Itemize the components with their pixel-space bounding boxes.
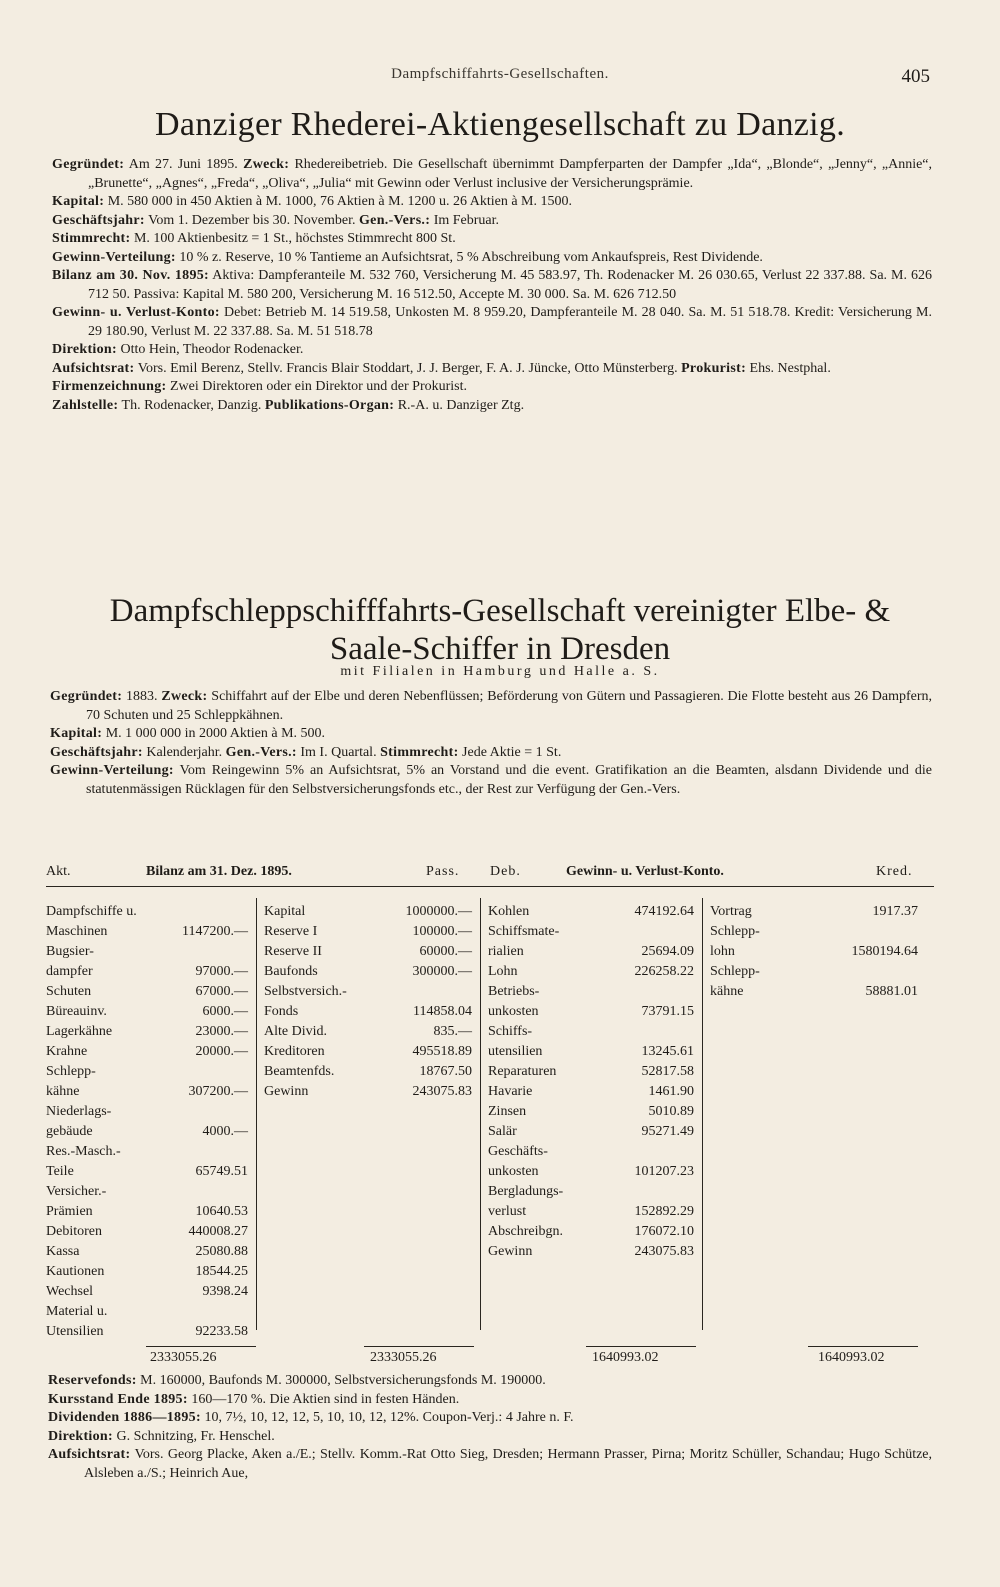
row-label: Gewinn bbox=[264, 1084, 309, 1099]
company2-title-line2: Saale-Schiffer in Dresden bbox=[329, 631, 671, 667]
entry-text: M. 580 000 in 450 Aktien à M. 1000, 76 Aktien à M. 1200 u. 26 Aktien à M. 1500. bbox=[107, 194, 573, 209]
entry-text: Debet: Betrieb M. 14 519.58, Unkosten M. 8 959.20, Dampferanteile M. 28 040. Sa. M. 51 518.78. Kredit: Versicherung M. 29 180.90, Verlust M. 22 337.88. Sa. M. 51 518.78 bbox=[88, 305, 932, 339]
row-label: Salär bbox=[488, 1124, 517, 1139]
entry-label: Zweck: bbox=[161, 689, 208, 704]
entry-text: M. 1 000 000 in 2000 Aktien à M. 500. bbox=[105, 726, 326, 741]
entry-label: Gen.-Vers.: bbox=[358, 212, 431, 228]
row-label: utensilien bbox=[488, 1044, 543, 1059]
balance-table bbox=[46, 890, 934, 1339]
row-label: gebäude bbox=[46, 1124, 93, 1139]
row-label: Versicher.- bbox=[46, 1184, 107, 1199]
row-label: Schuten bbox=[46, 984, 92, 999]
table-row bbox=[46, 1102, 248, 1122]
entry-text: Th. Rodenacker, Danzig. bbox=[121, 397, 262, 413]
running-head-title: Dampfschiffahrts-Gesellschaften. bbox=[391, 66, 609, 82]
table-row bbox=[46, 1162, 248, 1182]
table-row bbox=[46, 1122, 248, 1142]
row-value: 474192.64 bbox=[634, 904, 694, 919]
row-label: Vortrag bbox=[710, 904, 752, 919]
table-row bbox=[46, 982, 248, 1002]
row-label: Schlepp- bbox=[46, 1064, 96, 1079]
table-row bbox=[46, 1282, 248, 1302]
kredit-column bbox=[710, 902, 918, 1002]
row-value: 1917.37 bbox=[872, 904, 918, 919]
row-value: 152892.29 bbox=[634, 1204, 694, 1219]
entry-text: M. 100 Aktienbesitz = 1 St., höchstes Stimmrecht 800 St. bbox=[133, 231, 456, 246]
table-row bbox=[46, 1062, 248, 1082]
row-label: Abschreibgn. bbox=[488, 1224, 564, 1239]
table-row bbox=[46, 922, 248, 942]
row-label: Kohlen bbox=[488, 904, 530, 919]
row-label: Lohn bbox=[488, 964, 518, 979]
row-value: 25694.09 bbox=[641, 944, 694, 959]
table-row bbox=[488, 902, 694, 922]
row-value: 300000.— bbox=[412, 964, 472, 979]
company1-title: Danziger Rhederei-Aktiengesellschaft zu Danzig. bbox=[154, 106, 846, 143]
company2-title-line1: Dampfschleppschifffahrts-Gesellschaft vereinigter Elbe- & bbox=[109, 593, 891, 629]
entry-label: Geschäftsjahr: bbox=[52, 212, 145, 228]
row-value: 10640.53 bbox=[195, 1204, 248, 1219]
row-value: 97000.— bbox=[195, 964, 248, 979]
entry bbox=[52, 397, 932, 416]
entry-label: Gegründet: bbox=[50, 689, 123, 704]
table-row bbox=[488, 1002, 694, 1022]
row-label: Bugsier- bbox=[46, 944, 94, 959]
row-value: 23000.— bbox=[195, 1024, 248, 1039]
row-value: 440008.27 bbox=[188, 1224, 248, 1239]
entry-text: Kalenderjahr. bbox=[146, 744, 223, 760]
row-value: 67000.— bbox=[195, 984, 248, 999]
entry-text: G. Schnitzing, Fr. Henschel. bbox=[116, 1428, 275, 1444]
entry bbox=[52, 249, 932, 268]
header-kred: Kred. bbox=[876, 864, 913, 879]
entry bbox=[52, 304, 932, 341]
table-row bbox=[46, 1142, 248, 1162]
table-row bbox=[488, 1242, 694, 1262]
debet-column bbox=[488, 902, 694, 1262]
entry-text: Vom Reingewinn 5% an Aufsichtsrat, 5% an Vorstand und die event. Gratifikation an die Beamten, alsdann Dividende und die statutenmässigen Rücklagen für den Selbstversicherungsfonds etc., der Rest zur Verfügung der Gen.-Vers. bbox=[86, 763, 932, 797]
row-label: Material u. bbox=[46, 1304, 108, 1319]
table-row bbox=[264, 962, 472, 982]
entry-label: Stimmrecht: bbox=[380, 744, 459, 760]
entry bbox=[52, 341, 932, 360]
entry-text: Am 27. Juni 1895. bbox=[128, 157, 238, 172]
row-value: 9398.24 bbox=[202, 1284, 248, 1299]
row-label: Kapital bbox=[264, 904, 306, 919]
sum-line bbox=[586, 1346, 696, 1347]
entry-label: Gewinn- u. Verlust-Konto: bbox=[52, 305, 220, 320]
row-label: dampfer bbox=[46, 964, 93, 979]
sum-line bbox=[146, 1346, 256, 1347]
table-row bbox=[46, 902, 248, 922]
row-label: Krahne bbox=[46, 1044, 88, 1059]
table-row bbox=[46, 1222, 248, 1242]
table-row bbox=[264, 942, 472, 962]
entry-text: Otto Hein, Theodor Rodenacker. bbox=[120, 342, 304, 357]
table-row bbox=[710, 942, 918, 962]
table-row bbox=[264, 1022, 472, 1042]
table-row bbox=[710, 982, 918, 1002]
entry-text: 10 % z. Reserve, 10 % Tantieme an Aufsichtsrat, 5 % Abschreibung vom Ankaufspreis, Rest Dividende. bbox=[179, 249, 763, 265]
entry-text: 160—170 %. Die Aktien sind in festen Händen. bbox=[191, 1391, 460, 1407]
entry-label: Publikations-Organ: bbox=[264, 397, 395, 413]
entry-text: Vom 1. Dezember bis 30. November. bbox=[148, 212, 356, 228]
row-value: 495518.89 bbox=[412, 1044, 472, 1059]
row-value: 13245.61 bbox=[641, 1044, 694, 1059]
table-row bbox=[488, 1082, 694, 1102]
table-row bbox=[710, 962, 918, 982]
table-row bbox=[488, 1062, 694, 1082]
row-label: Bergladungs- bbox=[488, 1184, 564, 1199]
row-label: Kautionen bbox=[46, 1264, 105, 1279]
table-row bbox=[46, 1262, 248, 1282]
entry bbox=[52, 156, 932, 193]
entry-label: Reservefonds: bbox=[48, 1373, 137, 1388]
entry-text: Ehs. Nestphal. bbox=[749, 360, 831, 376]
table-row bbox=[488, 1022, 694, 1042]
table-row bbox=[488, 942, 694, 962]
entry bbox=[48, 1391, 932, 1410]
row-value: 307200.— bbox=[188, 1084, 248, 1099]
sum-line bbox=[364, 1346, 474, 1347]
company2-subtitle: mit Filialen in Hamburg und Halle a. S. bbox=[340, 664, 660, 679]
total-aktiva: 2333055.26 bbox=[150, 1350, 217, 1365]
row-value: 1147200.— bbox=[182, 924, 248, 939]
row-value: 20000.— bbox=[195, 1044, 248, 1059]
row-label: Dampfschiffe u. bbox=[46, 904, 137, 919]
row-label: Prämien bbox=[46, 1204, 93, 1219]
entry-label: Direktion: bbox=[48, 1428, 113, 1444]
row-value: 92233.58 bbox=[195, 1324, 248, 1339]
row-label: kähne bbox=[46, 1084, 80, 1099]
entry-label: Kursstand Ende 1895: bbox=[48, 1391, 188, 1407]
table-row bbox=[264, 982, 472, 1002]
entry bbox=[48, 1446, 932, 1483]
entry-text: Rhedereibetrieb. Die Gesellschaft übernimmt Dampferparten der Dampfer „Ida“, „Blonde“, „Jenny“, „Annie“, „Brunette“, „Agnes“, „Freda“, „Oliva“, „Julia“ mit Gewinn oder Verlust inclusive der Versicherungsprämie. bbox=[88, 157, 933, 191]
row-value: 6000.— bbox=[202, 1004, 248, 1019]
row-label: Kassa bbox=[46, 1244, 80, 1259]
entry-label: Zweck: bbox=[243, 157, 290, 172]
header-bilanz: Bilanz am 31. Dez. 1895. bbox=[146, 864, 292, 879]
table-row bbox=[46, 1082, 248, 1102]
header-akt: Akt. bbox=[46, 864, 71, 879]
entry-label: Kapital: bbox=[50, 726, 103, 741]
entry-label: Direktion: bbox=[52, 342, 117, 357]
total-passiva: 2333055.26 bbox=[370, 1350, 437, 1365]
row-value: 73791.15 bbox=[641, 1004, 694, 1019]
row-label: Beamtenfds. bbox=[264, 1064, 335, 1079]
row-label: Wechsel bbox=[46, 1284, 94, 1299]
table-row bbox=[46, 1202, 248, 1222]
row-label: verlust bbox=[488, 1204, 527, 1219]
entry bbox=[52, 230, 932, 249]
entry-text: R.-A. u. Danziger Ztg. bbox=[397, 397, 525, 413]
row-label: Alte Divid. bbox=[264, 1024, 327, 1039]
row-value: 95271.49 bbox=[641, 1124, 694, 1139]
row-label: Selbstversich.- bbox=[264, 984, 347, 999]
entry-text: Im Februar. bbox=[433, 212, 500, 228]
company2-entries-after bbox=[48, 1372, 932, 1483]
entry-label: Gewinn-Verteilung: bbox=[52, 249, 176, 265]
row-label: Niederlags- bbox=[46, 1104, 112, 1119]
table-row bbox=[488, 1202, 694, 1222]
row-value: 25080.88 bbox=[195, 1244, 248, 1259]
table-row bbox=[264, 1082, 472, 1102]
balance-totals bbox=[46, 1350, 934, 1374]
row-value: 65749.51 bbox=[195, 1164, 248, 1179]
table-row bbox=[46, 1042, 248, 1062]
row-label: unkosten bbox=[488, 1164, 539, 1179]
entry-label: Gegründet: bbox=[52, 157, 125, 172]
row-value: 5010.89 bbox=[648, 1104, 694, 1119]
entry-text: 1883. bbox=[126, 689, 158, 704]
entry-label: Aufsichtsrat: bbox=[48, 1447, 131, 1462]
entry-label: Stimmrecht: bbox=[52, 231, 131, 246]
row-value: 176072.10 bbox=[634, 1224, 694, 1239]
entry-label: Bilanz am 30. Nov. 1895: bbox=[52, 268, 210, 283]
row-value: 226258.22 bbox=[634, 964, 694, 979]
table-row bbox=[488, 1142, 694, 1162]
table-row bbox=[710, 922, 918, 942]
row-label: Havarie bbox=[488, 1084, 533, 1099]
entry-label: Dividenden 1886—1895: bbox=[48, 1410, 201, 1425]
entry bbox=[48, 1428, 932, 1447]
entry-label: Prokurist: bbox=[681, 360, 747, 376]
entry-label: Gen.-Vers.: bbox=[225, 744, 297, 760]
row-value: 60000.— bbox=[419, 944, 472, 959]
row-value: 100000.— bbox=[412, 924, 472, 939]
row-label: Maschinen bbox=[46, 924, 108, 939]
row-value: 1580194.64 bbox=[851, 944, 918, 959]
row-label: Reserve II bbox=[264, 944, 322, 959]
company2-entries bbox=[50, 688, 932, 799]
sum-line bbox=[808, 1346, 918, 1347]
entry bbox=[48, 1409, 932, 1428]
row-value: 243075.83 bbox=[412, 1084, 472, 1099]
row-value: 18544.25 bbox=[195, 1264, 248, 1279]
page-number: 405 bbox=[901, 66, 930, 87]
total-debet: 1640993.02 bbox=[592, 1350, 659, 1365]
entry bbox=[48, 1372, 932, 1391]
row-value: 243075.83 bbox=[634, 1244, 694, 1259]
entry bbox=[50, 725, 932, 744]
table-row bbox=[488, 1042, 694, 1062]
running-head bbox=[0, 66, 1000, 90]
row-label: kähne bbox=[710, 984, 744, 999]
row-value: 18767.50 bbox=[419, 1064, 472, 1079]
row-label: Kreditoren bbox=[264, 1044, 325, 1059]
row-label: Geschäfts- bbox=[488, 1144, 548, 1159]
row-label: Lagerkähne bbox=[46, 1024, 113, 1039]
row-value: 101207.23 bbox=[634, 1164, 694, 1179]
company2-title bbox=[0, 592, 1000, 668]
row-label: Schiffsmate- bbox=[488, 924, 560, 939]
table-row bbox=[488, 1222, 694, 1242]
entry-text: 10, 7½, 10, 12, 12, 5, 10, 10, 12, 12%. Coupon-Verj.: 4 Jahre n. F. bbox=[204, 1410, 574, 1425]
entry-label: Zahlstelle: bbox=[52, 397, 119, 413]
entry bbox=[50, 762, 932, 799]
entry bbox=[52, 267, 932, 304]
table-row bbox=[264, 922, 472, 942]
table-row bbox=[710, 902, 918, 922]
entry bbox=[52, 193, 932, 212]
row-label: unkosten bbox=[488, 1004, 539, 1019]
table-row bbox=[46, 1182, 248, 1202]
table-row bbox=[488, 1162, 694, 1182]
table-row bbox=[264, 1062, 472, 1082]
header-deb: Deb. bbox=[490, 864, 521, 879]
table-row bbox=[488, 1182, 694, 1202]
column-divider-main bbox=[480, 898, 481, 1330]
row-label: rialien bbox=[488, 944, 524, 959]
table-row bbox=[264, 902, 472, 922]
row-label: Schlepp- bbox=[710, 924, 760, 939]
entry-text: Aktiva: Dampferanteile M. 532 760, Versicherung M. 45 583.97, Th. Rodenacker M. 26 030.65, Verlust 22 337.88. Sa. M. 626 712 50. Passiva: Kapital M. 580 200, Versicherung M. 16 512.50, Accepte M. 30 000. Sa. M. 626 712.50 bbox=[88, 268, 933, 302]
entry-text: Im I. Quartal. bbox=[300, 744, 377, 760]
passiva-column bbox=[264, 902, 472, 1102]
entry-label: Aufsichtsrat: bbox=[52, 360, 135, 376]
table-row bbox=[488, 982, 694, 1002]
entry-text: Jede Aktie = 1 St. bbox=[462, 744, 562, 760]
row-value: 4000.— bbox=[202, 1124, 248, 1139]
table-row bbox=[488, 1102, 694, 1122]
entry bbox=[52, 360, 932, 379]
entry-label: Firmenzeichnung: bbox=[52, 379, 167, 394]
table-row bbox=[488, 922, 694, 942]
table-row bbox=[46, 1322, 248, 1342]
entry-label: Geschäftsjahr: bbox=[50, 744, 143, 760]
row-label: Zinsen bbox=[488, 1104, 527, 1119]
row-value: 1461.90 bbox=[648, 1084, 694, 1099]
total-kredit: 1640993.02 bbox=[818, 1350, 885, 1365]
entry bbox=[52, 378, 932, 397]
row-value: 52817.58 bbox=[641, 1064, 694, 1079]
row-label: Res.-Masch.- bbox=[46, 1144, 121, 1159]
entry bbox=[50, 744, 932, 763]
row-value: 114858.04 bbox=[413, 1004, 472, 1019]
entry-text: Vors. Georg Placke, Aken a./E.; Stellv. Komm.-Rat Otto Sieg, Dresden; Hermann Prasser, Pirna; Moritz Schüller, Schandau; Hugo Schütze, Alsleben a./S.; Heinrich Aue, bbox=[84, 1447, 933, 1481]
entry-text: Zwei Direktoren oder ein Direktor und der Prokurist. bbox=[169, 379, 467, 394]
row-label: Utensilien bbox=[46, 1324, 104, 1339]
column-divider bbox=[256, 898, 257, 1330]
entry bbox=[50, 688, 932, 725]
header-guv: Gewinn- u. Verlust-Konto. bbox=[566, 864, 724, 879]
table-row bbox=[46, 962, 248, 982]
row-label: Reparaturen bbox=[488, 1064, 557, 1079]
row-label: lohn bbox=[710, 944, 735, 959]
entry-text: Schiffahrt auf der Elbe und deren Nebenflüssen; Beförderung von Gütern und Passagieren. Die Flotte besteht aus 26 Dampfern, 70 Schuten und 25 Schleppkähnen. bbox=[86, 689, 933, 723]
table-row bbox=[264, 1002, 472, 1022]
row-label: Debitoren bbox=[46, 1224, 102, 1239]
table-row bbox=[46, 942, 248, 962]
table-row bbox=[488, 962, 694, 982]
row-label: Büreauinv. bbox=[46, 1004, 107, 1019]
aktiva-column bbox=[46, 902, 248, 1342]
row-label: Teile bbox=[46, 1164, 74, 1179]
row-value: 1000000.— bbox=[405, 904, 472, 919]
table-row bbox=[46, 1302, 248, 1322]
header-pass: Pass. bbox=[426, 864, 460, 879]
entry bbox=[52, 212, 932, 231]
row-value: 58881.01 bbox=[865, 984, 918, 999]
row-label: Reserve I bbox=[264, 924, 318, 939]
table-row bbox=[264, 1042, 472, 1062]
table-row bbox=[46, 1022, 248, 1042]
company1-entries bbox=[52, 156, 932, 415]
row-label: Fonds bbox=[264, 1004, 299, 1019]
balance-table-header bbox=[46, 860, 934, 887]
entry-label: Kapital: bbox=[52, 194, 105, 209]
row-value: 835.— bbox=[433, 1024, 472, 1039]
entry-label: Gewinn-Verteilung: bbox=[50, 763, 174, 778]
table-row bbox=[46, 1242, 248, 1262]
row-label: Baufonds bbox=[264, 964, 318, 979]
table-row bbox=[488, 1122, 694, 1142]
column-divider bbox=[702, 898, 703, 1330]
row-label: Schlepp- bbox=[710, 964, 760, 979]
table-row bbox=[46, 1002, 248, 1022]
row-label: Gewinn bbox=[488, 1244, 533, 1259]
entry-text: M. 160000, Baufonds M. 300000, Selbstversicherungsfonds M. 190000. bbox=[140, 1373, 546, 1388]
row-label: Betriebs- bbox=[488, 984, 540, 999]
entry-text: Vors. Emil Berenz, Stellv. Francis Blair Stoddart, J. J. Berger, F. A. J. Jüncke, Otto Münsterberg. bbox=[137, 360, 678, 376]
row-label: Schiffs- bbox=[488, 1024, 533, 1039]
